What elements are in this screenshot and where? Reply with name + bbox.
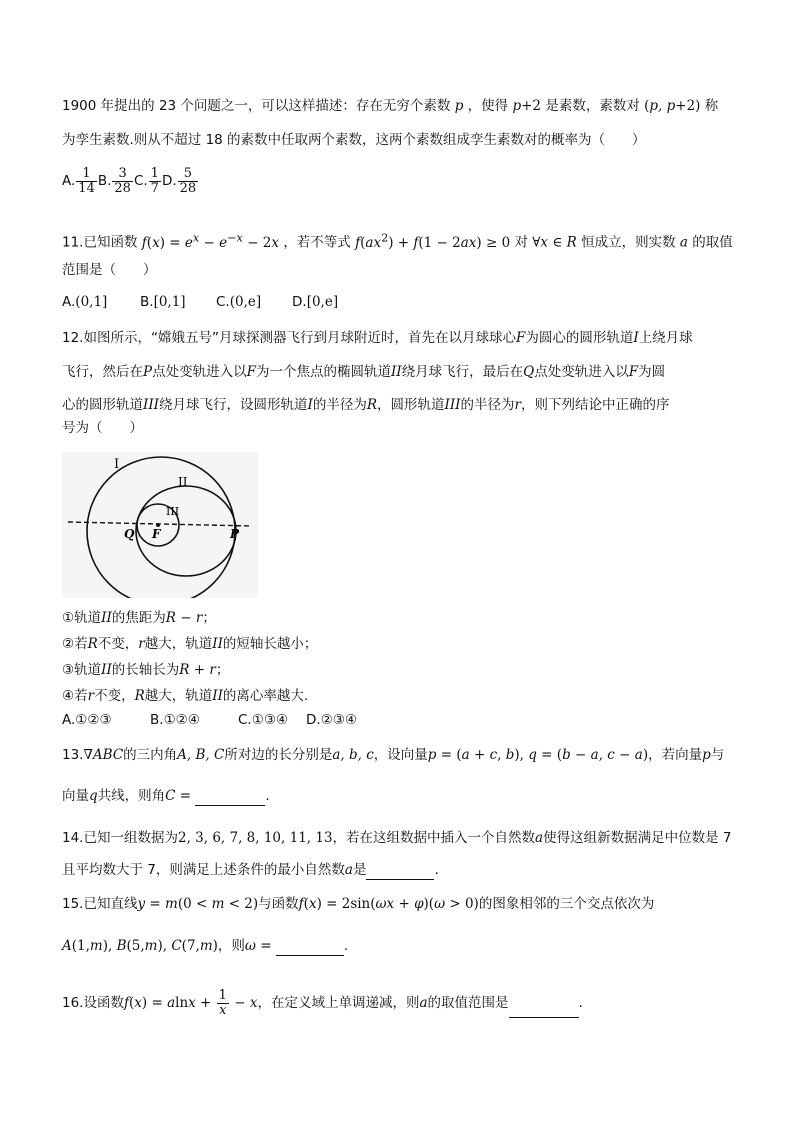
q11-line-2: 范围是（ ）	[62, 262, 157, 278]
q12-option-b[interactable]: B.①②④	[150, 712, 200, 728]
label-p: P	[230, 527, 240, 541]
triangle-symbol: ∇	[83, 747, 93, 763]
q15-answer-blank[interactable]	[276, 941, 344, 956]
label-orbit-3: III	[166, 505, 180, 518]
q14-line-2: 且平均数大于 7，则满足上述条件的最小自然数a是 .	[62, 862, 439, 878]
orbit-figure	[62, 452, 258, 598]
q12-statement-3: ③轨道II的长轴长为R + r；	[62, 662, 230, 678]
q10-line-2: 为孪生素数.则从不超过 18 的素数中任取两个素数，这两个素数组成孪生素数对的概率为（ ）	[62, 132, 646, 148]
label-q: Q	[124, 527, 135, 541]
math-fx-def: $f(x) = e^x - e^{-x} - 2x$	[141, 231, 280, 251]
math-forall: ∀x ∈ R	[532, 234, 577, 251]
label-orbit-1: I	[114, 457, 120, 472]
orbit-ellipse-2	[136, 486, 236, 576]
q16-line-1: 16.设函数f(x) = alnx + $\frac{1}{x}$ − x，在定义域上单调递减，则a的取值范围是 .	[62, 987, 583, 1018]
q12-line-3: 心的圆形轨道III绕月球飞行，设圆形轨道I的半径为R，圆形轨道III的半径为r，则下列结论中正确的序	[62, 397, 670, 413]
q10-option-a[interactable]: A. $\frac{1}{14}$	[62, 165, 95, 196]
q12-option-c[interactable]: C.①③④	[238, 712, 289, 728]
q12-line-4: 号为（ ）	[62, 420, 143, 436]
orbit-circle-1	[87, 457, 235, 598]
q12-statement-1: ①轨道II的焦距为R − r；	[62, 610, 216, 626]
math-p-plus-2: p+2	[512, 98, 542, 114]
q13-line-1: 13.∇ABC的三内角A, B, C所对边的长分别是a, b, c，设向量p = (a + c, b), q = (b − a, c − a)，若向量p与	[62, 747, 725, 763]
q14-line-1: 14.已知一组数据为2, 3, 6, 7, 8, 10, 11, 13，若在这组数据中插入一个自然数a使得这组新数据满足中位数是 7	[62, 830, 732, 846]
q10-option-b[interactable]: B. $\frac{3}{28}$	[97, 165, 131, 196]
q12-option-a[interactable]: A.①②③	[62, 712, 112, 728]
q13-line-2: 向量q共线，则角C = .	[62, 788, 270, 804]
q12-statement-4: ④若r不变，R越大，轨道II的离心率越大.	[62, 688, 309, 704]
q15-line-2: A(1,m), B(5,m), C(7,m)，则ω = .	[62, 938, 349, 954]
q11-option-b[interactable]: B.[0,1]	[140, 294, 186, 310]
q11-options	[62, 292, 338, 312]
q12-line-1: 12.如图所示，“嫦娥五号”月球探测器飞行到月球附近时，首先在以月球球心F为圆心的圆形轨道I上绕月球	[62, 330, 693, 346]
math-inequality: $f(ax^2) + f(1 - 2ax) \ge 0$	[355, 231, 511, 251]
q12-option-d[interactable]: D.②③④	[306, 712, 357, 728]
q10-text: 1900 年提出的 23 个问题之一，可以这样描述：存在无穷个素数	[62, 98, 451, 114]
q10-option-d[interactable]: D. $\frac{5}{28}$	[161, 165, 197, 196]
q10-line-1: 1900 年提出的 23 个问题之一，可以这样描述：存在无穷个素数 p ，使得 p+2 是素数，素数对 (p, p+2) 称	[62, 98, 719, 114]
math-p: p	[454, 98, 464, 114]
q12-options	[62, 710, 357, 730]
q11-option-d[interactable]: D.[0,e]	[292, 294, 339, 310]
q10-options	[62, 166, 199, 196]
q11-option-a[interactable]: A.(0,1]	[62, 294, 108, 310]
q15-line-1: 15.已知直线y = m(0 < m < 2)与函数f(x) = 2sin(ωx + φ)(ω > 0)的图象相邻的三个交点依次为	[62, 896, 655, 912]
q13-answer-blank[interactable]	[195, 791, 265, 806]
label-f: F	[152, 527, 161, 541]
q12-statement-2: ②若R不变，r越大，轨道II的短轴长越小；	[62, 636, 318, 652]
math-vectors: p = (a + c, b), q = (b − a, c − a)	[427, 747, 649, 763]
q14-answer-blank[interactable]	[366, 865, 434, 880]
axis-line	[68, 522, 252, 526]
q16-answer-blank[interactable]	[509, 1003, 579, 1018]
math-points: A(1,m), B(5,m), C(7,m)	[62, 938, 218, 954]
label-orbit-2: II	[178, 475, 188, 489]
q10-option-c[interactable]: C. $\frac{1}{7}$	[133, 165, 159, 196]
q11-option-c[interactable]: C.(0,e]	[216, 294, 262, 310]
math-prime-pair: (p, p+2)	[644, 98, 701, 114]
orbit-diagram	[62, 452, 258, 598]
q12-line-2: 飞行，然后在P点处变轨进入以F为一个焦点的椭圆轨道II绕月球飞行，最后在Q点处变轨进入以F为圆	[62, 364, 666, 380]
q11-line-1: 11.已知函数 $f(x) = e^x - e^{-x} - 2x$ ，若不等式 $f(ax^2) + f(1 - 2ax) \ge 0$ 对 ∀x ∈ R 恒成立，则实数 a 的取值	[62, 231, 733, 251]
math-a: a	[679, 234, 688, 251]
